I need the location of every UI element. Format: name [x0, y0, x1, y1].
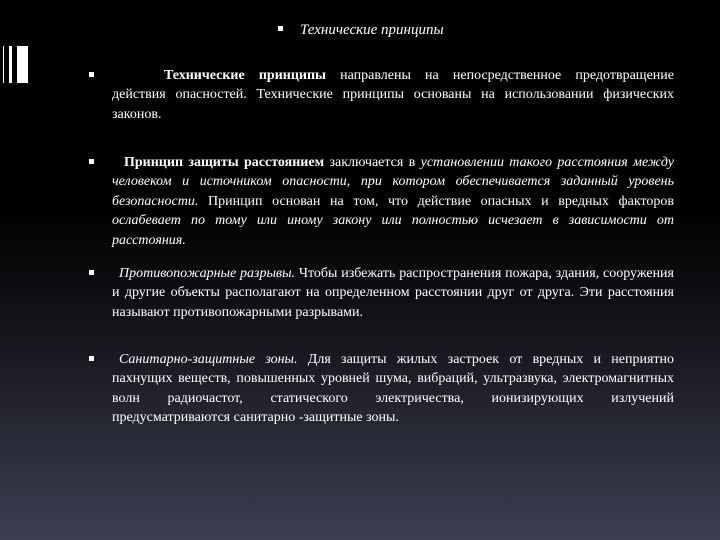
paragraph-italic: ослабевает по тому или иному закону или полностью исчезает в зависимости от расстояния.	[112, 213, 674, 248]
paragraph-fire-breaks	[112, 264, 674, 322]
paragraph-italic: Санитарно-защитные зоны.	[119, 352, 298, 367]
slide-title: Технические принципы	[300, 22, 444, 38]
paragraph-lead: Технические принципы	[164, 68, 326, 83]
paragraph-text: заключается в	[324, 155, 421, 170]
square-bullet-icon	[89, 72, 94, 77]
decor-bar-thin	[3, 46, 4, 83]
square-bullet-icon	[278, 26, 283, 31]
paragraph-italic: установлении такого расстояния между человеком и источником опасности, при котором обеспечивается заданный уровень безопасности.	[112, 155, 674, 209]
paragraph-sanitary-zones	[112, 350, 674, 428]
slide-title-row	[278, 22, 444, 39]
paragraph-text: Принцип основан на том, что действие опасных и вредных факторов	[198, 193, 674, 209]
square-bullet-icon	[89, 356, 94, 361]
paragraph-distance-protection	[112, 153, 674, 250]
paragraph-lead: Принцип защиты расстоянием	[124, 155, 325, 170]
square-bullet-icon	[89, 159, 94, 164]
paragraph-text: направлены на непосредственное предотвращение действия опасностей. Технические принципы основаны на использовании физических законов.	[112, 68, 674, 122]
paragraph-technical-principles	[112, 66, 674, 124]
paragraph-text: Для защиты жилых застроек от вредных и неприятно пахнущих веществ, повышенных уровней шума, вибраций, ультразвука, электромагнитных волн радиочастот, статического электричества, ионизирующих излучений предусматриваются санитарно -защитные зоны.	[112, 352, 674, 426]
paragraph-text: Чтобы избежать распространения пожара, здания, сооружения и другие объекты располагают на определенном расстоянии друг от друга. Эти расстояния называют противопожарными разрывами.	[112, 266, 674, 320]
decor-bar-wide	[17, 46, 28, 83]
decor-bar-medium	[9, 46, 12, 83]
paragraph-italic: Противопожарные разрывы.	[119, 266, 296, 281]
square-bullet-icon	[89, 270, 94, 275]
